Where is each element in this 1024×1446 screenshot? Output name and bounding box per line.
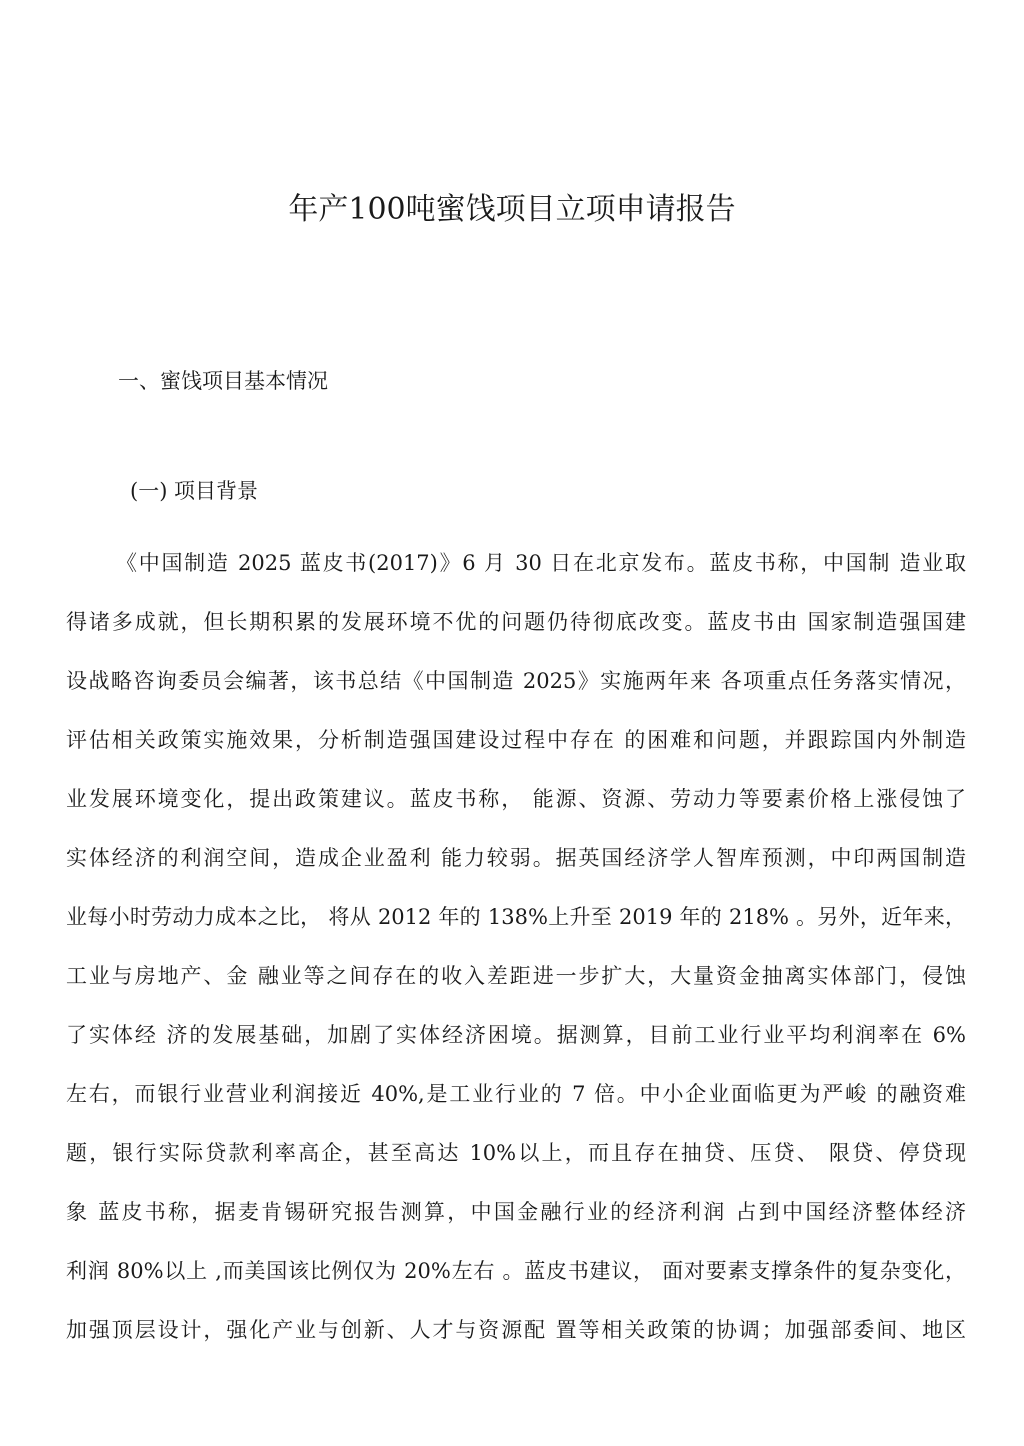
body-line: 《中国制造 2025 蓝皮书(2017)》6 月 30 日在北京发布。蓝皮书称，中国制 造业取: [116, 551, 966, 575]
body-line: 业每小时劳动力成本之比， 将从 2012 年的 138%上升至 2019 年的 218% 。另外，近年来，: [66, 905, 966, 929]
body-line: 实体经济的利润空间，造成企业盈利 能力较弱。据英国经济学人智库预测，中印两国制造: [66, 846, 966, 870]
body-line: 左右，而银行业营业利润接近 40%,是工业行业的 7 倍。中小企业面临更为严峻 的融资难: [66, 1082, 966, 1106]
body-line: 题，银行实际贷款利率高企，甚至高达 10%以上，而且存在抽贷、压贷、 限贷、停贷现: [66, 1141, 966, 1165]
body-line: 得诸多成就，但长期积累的发展环境不优的问题仍待彻底改变。蓝皮书由 国家制造强国建: [66, 610, 966, 634]
document-title: 年产100吨蜜饯项目立项申请报告: [288, 192, 736, 227]
body-line: 了实体经 济的发展基础，加剧了实体经济困境。据测算，目前工业行业平均利润率在 6%: [66, 1023, 966, 1047]
body-line: 设战略咨询委员会编著，该书总结《中国制造 2025》实施两年来 各项重点任务落实情况，: [66, 669, 966, 693]
body-line: 利润 80%以上 ,而美国该比例仅为 20%左右 。蓝皮书建议， 面对要素支撑条件的复杂变化，: [66, 1259, 966, 1283]
body-paragraph: [66, 534, 966, 1360]
section-heading: 一、蜜饯项目基本情况: [118, 369, 328, 393]
body-line: 象 蓝皮书称，据麦肯锡研究报告测算，中国金融行业的经济利润 占到中国经济整体经济: [66, 1200, 966, 1224]
body-line: 业发展环境变化，提出政策建议。蓝皮书称， 能源、资源、劳动力等要素价格上涨侵蚀了: [66, 787, 966, 811]
body-line: 评估相关政策实施效果，分析制造强国建设过程中存在 的困难和问题，并跟踪国内外制造: [66, 728, 966, 752]
body-line: 加强顶层设计，强化产业与创新、人才与资源配 置等相关政策的协调；加强部委间、地区: [66, 1318, 966, 1342]
body-line: 工业与房地产、金 融业等之间存在的收入差距进一步扩大，大量资金抽离实体部门，侵蚀: [66, 964, 966, 988]
sub-heading: (一) 项目背景: [130, 479, 259, 503]
